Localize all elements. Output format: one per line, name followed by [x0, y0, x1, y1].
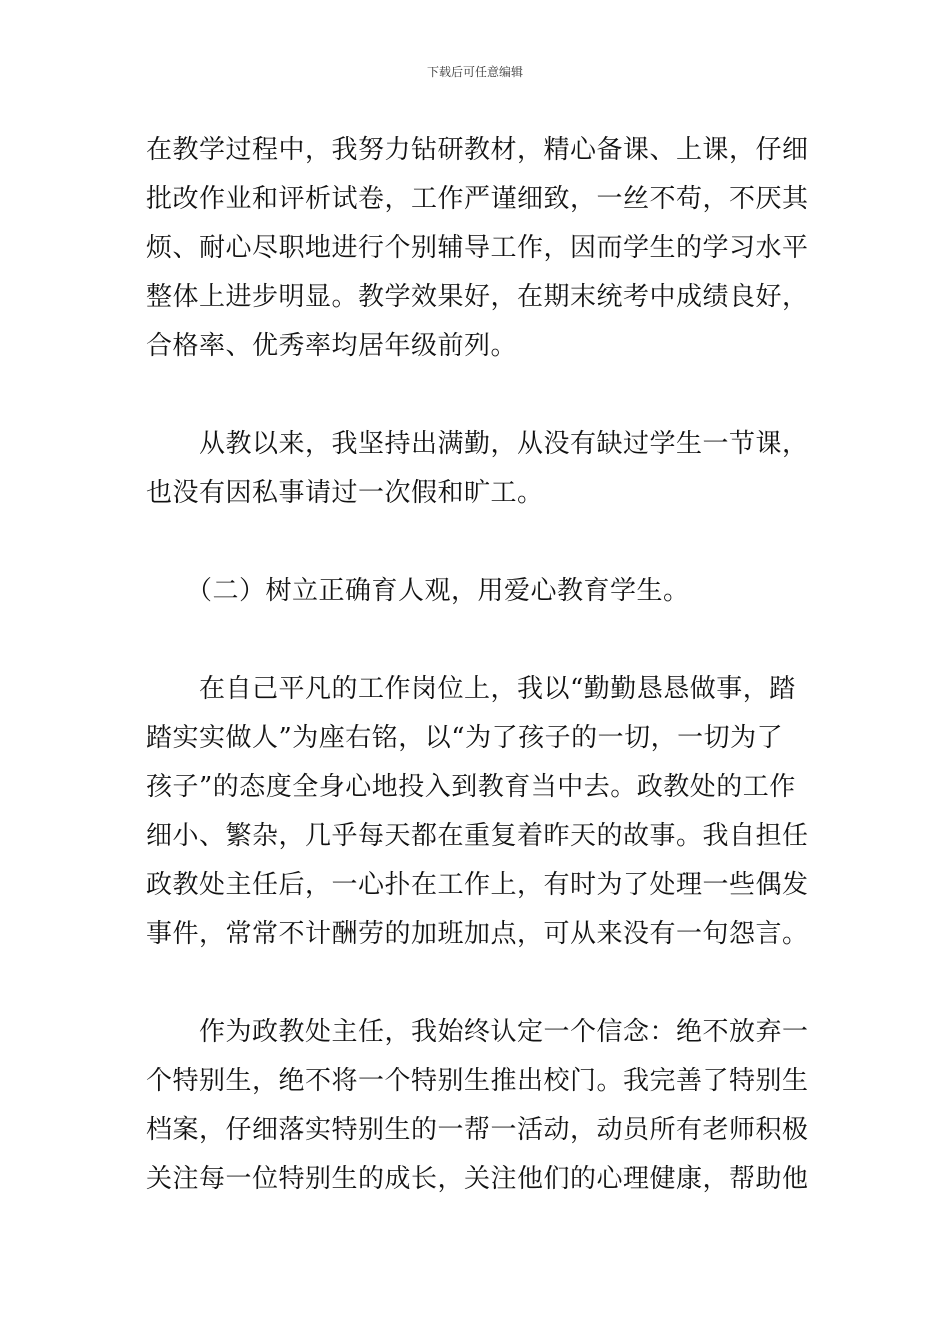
paragraph-gap — [146, 959, 810, 1008]
text-line: 关注每一位特别生的成长，关注他们的心理健康，帮助他 — [146, 1164, 809, 1194]
text-line: 在教学过程中，我努力钻研教材，精心备课、上课，仔细 — [146, 135, 809, 165]
paragraph-1 — [146, 126, 810, 371]
paragraph-gap — [146, 518, 810, 567]
text-line: 政教处主任后，一心扑在工作上，有时为了处理一些偶发 — [146, 870, 809, 900]
paragraph-2 — [146, 420, 810, 518]
text-line: 事件，常常不计酬劳的加班加点，可从来没有一句怨言。 — [146, 919, 809, 949]
document-body — [146, 126, 810, 1204]
text-line: 个特别生，绝不将一个特别生推出校门。我完善了特别生 — [146, 1066, 809, 1096]
section-heading — [146, 567, 810, 616]
text-line: 合格率、优秀率均居年级前列。 — [146, 331, 518, 361]
text-line: 档案，仔细落实特别生的一帮一活动，动员所有老师积极 — [146, 1115, 809, 1145]
text-line: 整体上进步明显。教学效果好，在期末统考中成绩良好， — [146, 282, 809, 312]
paragraph-gap — [146, 616, 810, 665]
text-line: 批改作业和评析试卷，工作严谨细致，一丝不苟，不厌其 — [146, 184, 809, 214]
text-line: 踏实实做人”为座右铭，以“为了孩子的一切，一切为了 — [146, 723, 784, 753]
paragraph-4 — [146, 665, 810, 959]
text-line: （二）树立正确育人观，用爱心教育学生。 — [146, 576, 690, 606]
text-line: 在自己平凡的工作岗位上，我以“勤勤恳恳做事，踏 — [146, 674, 796, 704]
text-line: 作为政教处主任，我始终认定一个信念：绝不放弃一 — [146, 1017, 809, 1047]
text-line: 从教以来，我坚持出满勤，从没有缺过学生一节课， — [146, 429, 809, 459]
page-header: 下载后可任意编辑 — [426, 65, 523, 79]
text-line: 细小、繁杂，几乎每天都在重复着昨天的故事。我自担任 — [146, 821, 809, 851]
text-line: 也没有因私事请过一次假和旷工。 — [146, 478, 544, 508]
text-line: 烦、耐心尽职地进行个别辅导工作，因而学生的学习水平 — [146, 233, 809, 263]
paragraph-gap — [146, 371, 810, 420]
paragraph-5 — [146, 1008, 810, 1204]
text-line: 孩子”的态度全身心地投入到教育当中去。政教处的工作 — [146, 772, 796, 802]
